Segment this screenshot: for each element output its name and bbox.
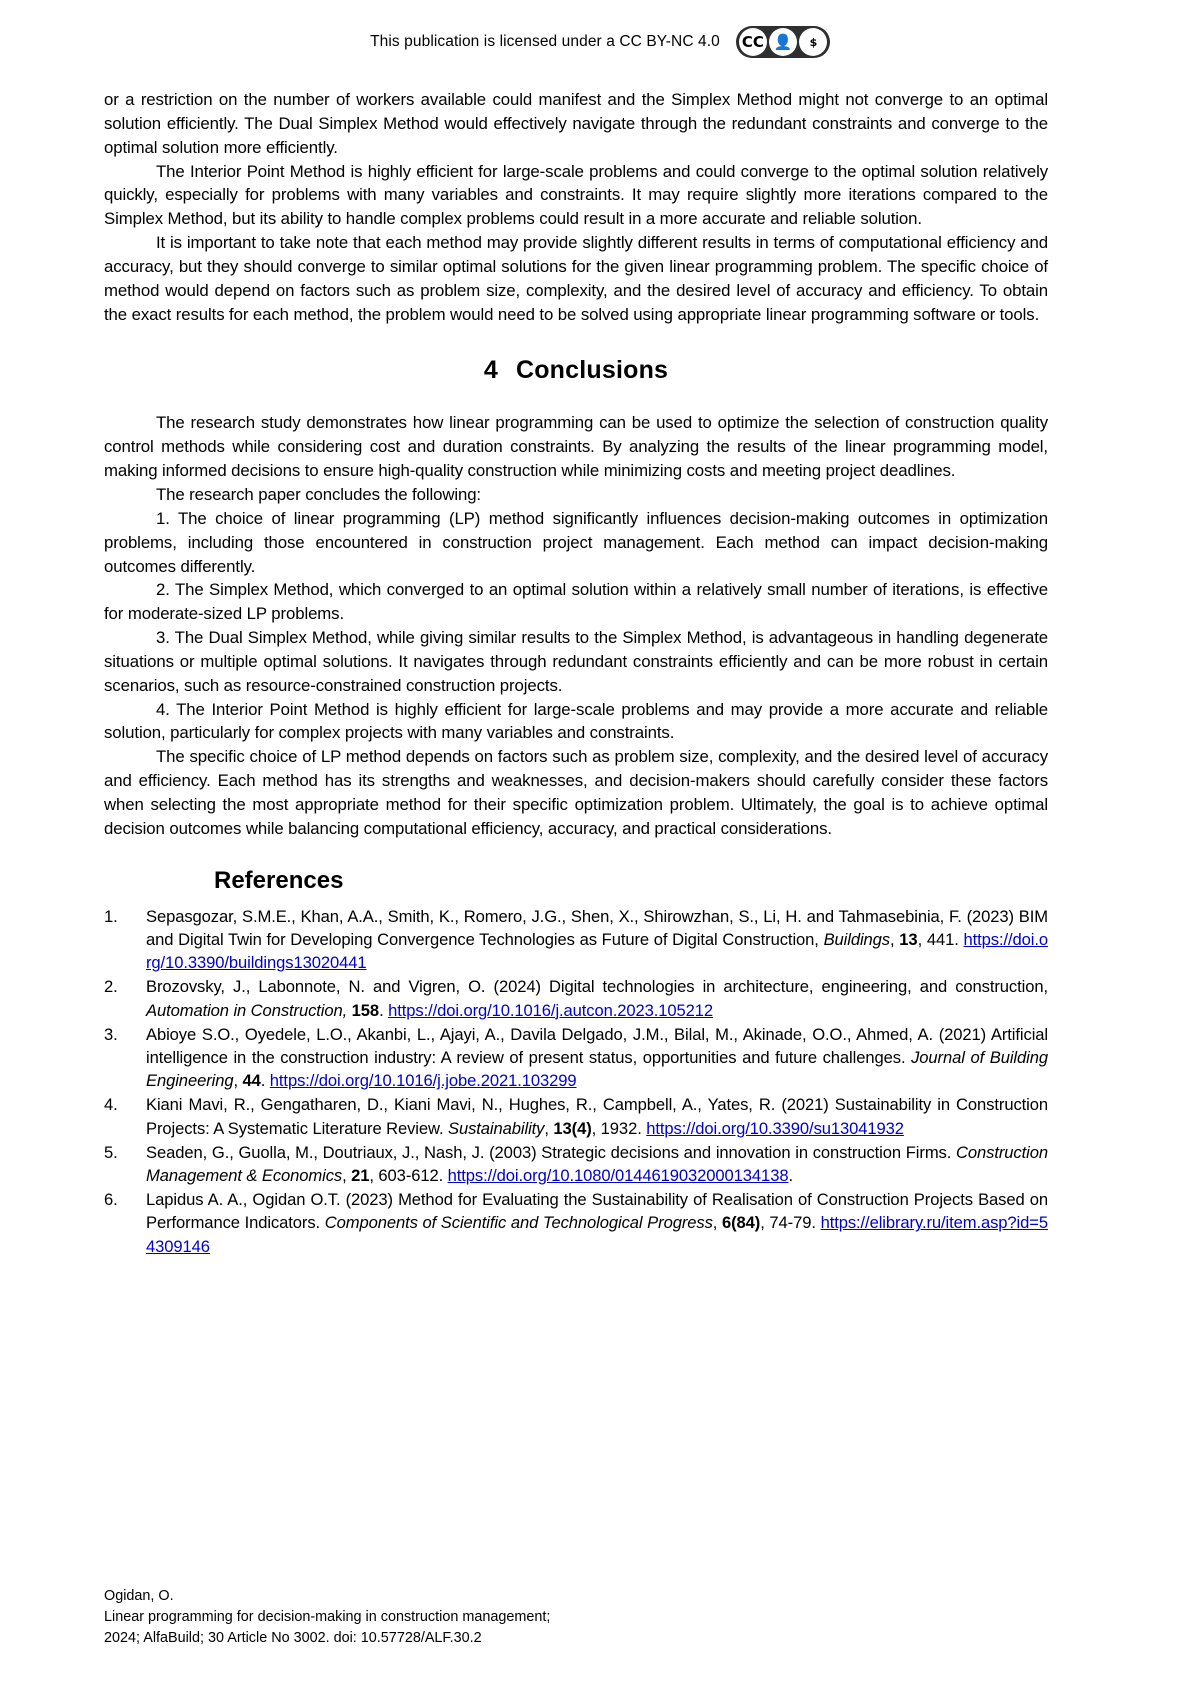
reference-journal: Components of Scientific and Technological Progress bbox=[324, 1213, 713, 1233]
reference-authors: Sepasgozar, S.M.E., Khan, A.A., Smith, K., Romero, J.G., Shen, X., Shirowzhan, S., Li, H. and Tahmasebinia, F. (2023) BIM and Digital Twin for Developing Convergence Technologies as Future of Digital Construction, bbox=[146, 906, 1048, 949]
article-content bbox=[104, 88, 1048, 1259]
reference-marker: 4. bbox=[104, 1095, 118, 1115]
reference-sep: , bbox=[233, 1071, 243, 1091]
list-item bbox=[104, 975, 1048, 1021]
section-heading-conclusions bbox=[104, 356, 1048, 385]
reference-volume: 13(4) bbox=[553, 1118, 592, 1138]
reference-pages: . bbox=[260, 1071, 270, 1091]
references-list bbox=[104, 905, 1048, 1258]
reference-doi-link[interactable]: https://doi.org/10.1016/j.jobe.2021.103299 bbox=[269, 1071, 577, 1091]
reference-marker: 5. bbox=[104, 1142, 118, 1162]
conclusions-item-2: 2. The Simplex Method, which converged to an optimal solution within a relatively small number of iterations, is effective for moderate-sized LP problems. bbox=[104, 580, 1048, 624]
reference-authors: Abioye S.O., Oyedele, L.O., Akanbi, L., Ajayi, A., Davila Delgado, J.M., Bilal, M., Akinade, O.O., Ahmed, A. (2021) Artificial intelligence in the construction industry: A review of present status, opportunities and future challenges. bbox=[146, 1024, 1048, 1067]
reference-tail: . bbox=[788, 1166, 793, 1186]
cc-icon: CC bbox=[739, 28, 767, 56]
paragraph-method-comparison: It is important to take note that each method may provide slightly different results in terms of computational efficiency and accuracy, but they should converge to similar optimal solutions for the given linear programming problem. The specific choice of method would depend on factors such as problem size, complexity, and the desired level of accuracy and efficiency. To obtain the exact results for each method, the problem would need to be solved using appropriate linear programming software or tools. bbox=[104, 233, 1048, 324]
reference-marker: 3. bbox=[104, 1024, 118, 1044]
reference-authors: Seaden, G., Guolla, M., Doutriaux, J., Nash, J. (2003) Strategic decisions and innovation in construction Firms. bbox=[146, 1142, 957, 1162]
reference-volume: 44 bbox=[242, 1071, 261, 1091]
conclusions-paragraph-1: The research study demonstrates how linear programming can be used to optimize the selection of construction quality control methods while considering cost and duration constraints. By analyzing the results of the linear programming model, making informed decisions to ensure high-quality construction while minimizing costs and meeting project deadlines. bbox=[104, 413, 1048, 481]
reference-pages: , 441. bbox=[917, 929, 964, 949]
section-title: Conclusions bbox=[515, 356, 669, 385]
reference-volume: 21 bbox=[351, 1166, 370, 1186]
reference-journal: Automation in Construction, bbox=[146, 1000, 348, 1020]
paragraph-interior-point: The Interior Point Method is highly efficient for large-scale problems and could converge to the optimal solution relatively quickly, especially for problems with many variables and constraints. It may require slightly more iterations compared to the Simplex Method, but its ability to handle complex problems could result in a more accurate and reliable solution. bbox=[104, 161, 1048, 229]
conclusions-item-4: 4. The Interior Point Method is highly efficient for large-scale problems and may provide a more accurate and reliable solution, particularly for complex projects with many variables and constraints. bbox=[104, 699, 1048, 743]
page-footer bbox=[104, 1586, 1004, 1649]
paragraph-continued: or a restriction on the number of workers available could manifest and the Simplex Method might not converge to an optimal solution efficiently. The Dual Simplex Method would effectively navigate through the redundant constraints and converge to the optimal solution more efficiently. bbox=[104, 90, 1048, 157]
list-item bbox=[104, 1093, 1048, 1139]
reference-journal: Journal of Building Engineering bbox=[146, 1047, 1048, 1091]
creative-commons-badge bbox=[736, 26, 830, 58]
list-item bbox=[104, 1188, 1048, 1258]
reference-doi-link[interactable]: https://doi.org/10.1016/j.autcon.2023.105212 bbox=[388, 1000, 714, 1020]
conclusions-item-1: 1. The choice of linear programming (LP) method significantly influences decision-making outcomes in optimization problems, including those encountered in construction project management. Each method can impact decision-making outcomes differently. bbox=[104, 508, 1048, 576]
reference-doi-link[interactable]: https://doi.org/10.1080/0144619032000134138 bbox=[447, 1166, 789, 1186]
section-number: 4 bbox=[483, 356, 498, 385]
reference-sep: , bbox=[890, 929, 900, 949]
conclusions-paragraph-2: The research paper concludes the following: bbox=[156, 484, 481, 504]
reference-pages: , 1932. bbox=[591, 1118, 647, 1138]
license-text: This publication is licensed under a CC BY-NC 4.0 bbox=[370, 33, 720, 50]
reference-volume: 6(84) bbox=[721, 1213, 761, 1233]
references-heading: References bbox=[214, 866, 344, 894]
reference-journal: Construction Management & Economics bbox=[146, 1142, 1048, 1186]
reference-sep: , bbox=[712, 1213, 722, 1233]
cc-nc-icon: $ bbox=[799, 28, 827, 56]
reference-doi-link[interactable]: https://elibrary.ru/item.asp?id=54309146 bbox=[146, 1213, 1048, 1256]
reference-marker: 2. bbox=[104, 977, 118, 997]
reference-volume: 13 bbox=[899, 929, 918, 949]
reference-pages: , 74-79. bbox=[760, 1213, 821, 1233]
reference-doi-link[interactable]: https://doi.org/10.3390/su13041932 bbox=[646, 1118, 904, 1138]
reference-authors: Lapidus A. A., Ogidan O.T. (2023) Method for Evaluating the Sustainability of Realisation of Construction Projects Based on Performance Indicators. bbox=[146, 1190, 1048, 1233]
reference-doi-link[interactable]: https://doi.org/10.3390/buildings13020441 bbox=[146, 929, 1048, 973]
list-item bbox=[104, 1023, 1048, 1093]
license-header bbox=[0, 26, 1200, 58]
conclusions-item-3: 3. The Dual Simplex Method, while giving similar results to the Simplex Method, is advantageous in handling degenerate situations or multiple optimal solutions. It navigates through redundant constraints efficiently and can be more robust in certain scenarios, such as resource-constrained construction projects. bbox=[104, 628, 1048, 695]
reference-authors: Brozovsky, J., Labonnote, N. and Vigren, O. (2024) Digital technologies in architecture, engineering, and construction, bbox=[146, 977, 1048, 997]
reference-journal: Buildings bbox=[823, 929, 891, 949]
reference-journal: Sustainability bbox=[448, 1118, 545, 1138]
reference-sep: , bbox=[544, 1118, 554, 1138]
reference-pages: , 603-612. bbox=[369, 1166, 448, 1186]
reference-marker: 6. bbox=[104, 1190, 118, 1210]
list-item bbox=[104, 1141, 1048, 1187]
reference-authors: Kiani Mavi, R., Gengatharen, D., Kiani Mavi, N., Hughes, R., Campbell, A., Yates, R. (2021) Sustainability in Construction Projects: A Systematic Literature Review. bbox=[146, 1095, 1048, 1138]
footer-citation: 2024; AlfaBuild; 30 Article No 3002. doi: 10.57728/ALF.30.2 bbox=[104, 1630, 482, 1647]
reference-sep: , bbox=[342, 1166, 352, 1186]
reference-pages: . bbox=[379, 1000, 389, 1020]
footer-author: Ogidan, O. bbox=[104, 1588, 174, 1605]
reference-marker: 1. bbox=[104, 906, 118, 926]
reference-volume: 158 bbox=[351, 1000, 380, 1020]
list-item bbox=[104, 905, 1048, 975]
footer-article-title: Linear programming for decision-making in construction management; bbox=[104, 1609, 551, 1626]
cc-by-icon: 👤 bbox=[769, 28, 797, 56]
conclusions-paragraph-3: The specific choice of LP method depends on factors such as problem size, complexity, and the desired level of accuracy and efficiency. Each method has its strengths and weaknesses, and decision-makers should carefully consider these factors when selecting the most appropriate method for their specific optimization problem. Ultimately, the goal is to achieve optimal decision outcomes while balancing computational efficiency, accuracy, and practical considerations. bbox=[104, 747, 1048, 838]
